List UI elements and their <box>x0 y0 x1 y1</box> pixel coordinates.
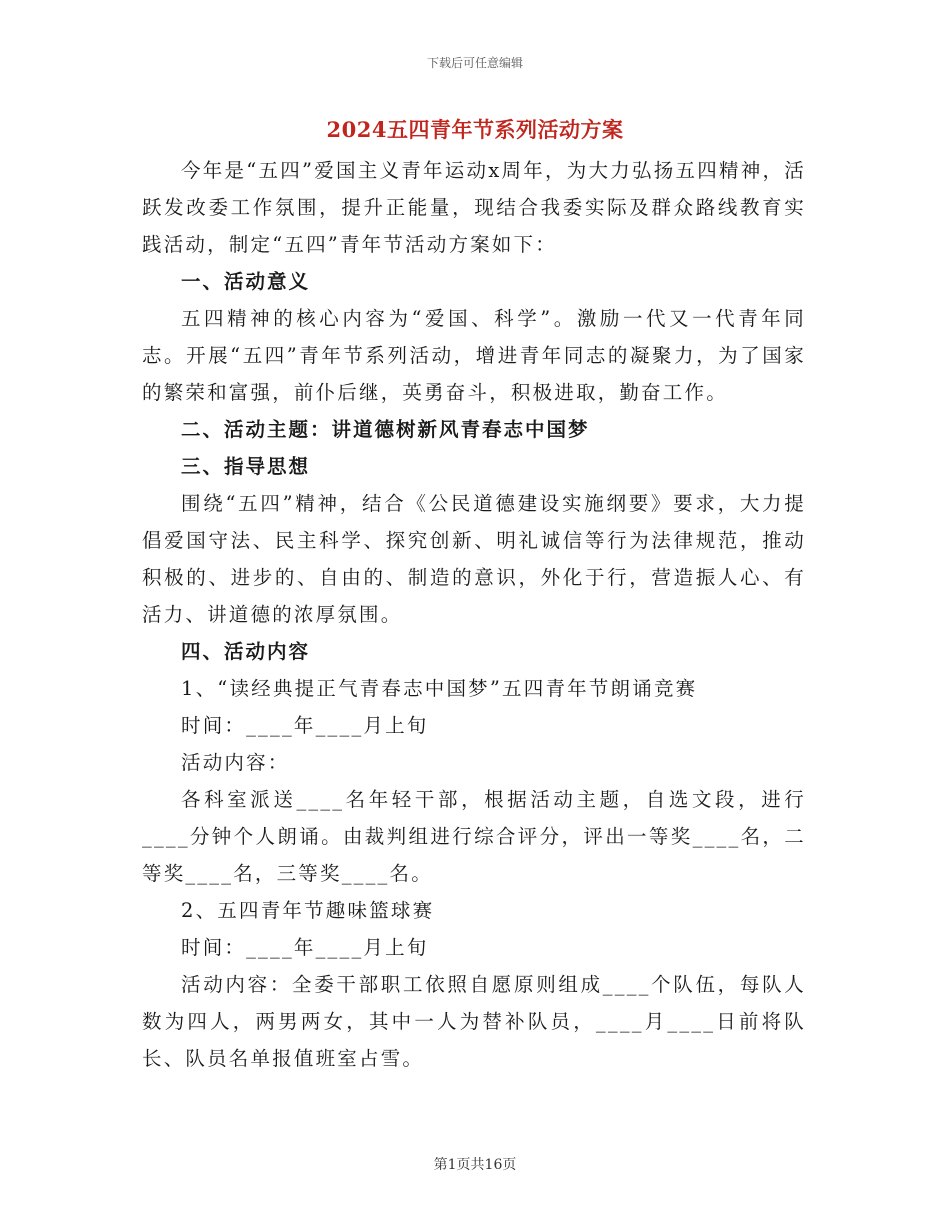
item-1-title: 1、“读经典提正气青春志中国梦”五四青年节朗诵竞赛 <box>181 677 698 700</box>
header-note: 下载后可任意编辑 <box>426 56 523 70</box>
significance-paragraph: 五四精神的核心内容为“爱国、科学”。激励一代又一代青年同志。开展“五四”青年节系列活动，增进青年同志的凝聚力，为了国家的繁荣和富强，前仆后继，英勇奋斗，积极进取，勤奋工作。 <box>142 307 806 404</box>
item-2-title: 2、五四青年节趣味篮球赛 <box>181 899 435 922</box>
item-1-time: 时间：____年____月上旬 <box>181 714 429 737</box>
section-heading-theme: 二、活动主题：讲道德树新风青春志中国梦 <box>181 418 590 441</box>
item-1-content: 各科室派送____名年轻干部，根据活动主题，自选文段，进行____分钟个人朗诵。由裁判组进行综合评分，评出一等奖____名，二等奖____名，三等奖____名。 <box>142 788 806 885</box>
item-2-content: 活动内容：全委干部职工依照自愿原则组成____个队伍，每队人数为四人，两男两女，其中一人为替补队员，____月____日前将队长、队员名单报值班室占雪。 <box>142 973 806 1070</box>
item-1-content-label: 活动内容： <box>181 751 290 774</box>
document-body <box>142 152 806 1077</box>
item-2-time: 时间：____年____月上旬 <box>181 936 429 959</box>
page-footer: 第1页共16页 <box>433 1157 517 1173</box>
document-title: 2024五四青年节系列活动方案 <box>326 117 624 142</box>
guiding-thought-paragraph: 围绕“五四”精神，结合《公民道德建设实施纲要》要求，大力提倡爱国守法、民主科学、探究创新、明礼诚信等行为法律规范，推动积极的、进步的、自由的、制造的意识，外化于行，营造振人心、有活力、讲道德的浓厚氛围。 <box>142 492 806 626</box>
intro-paragraph: 今年是“五四”爱国主义青年运动x周年，为大力弘扬五四精神，活跃发改委工作氛围，提升正能量，现结合我委实际及群众路线教育实践活动，制定“五四”青年节活动方案如下： <box>142 159 806 256</box>
section-heading-guiding-thought: 三、指导思想 <box>181 455 311 478</box>
section-heading-significance: 一、活动意义 <box>181 270 311 293</box>
section-heading-content: 四、活动内容 <box>181 640 311 663</box>
